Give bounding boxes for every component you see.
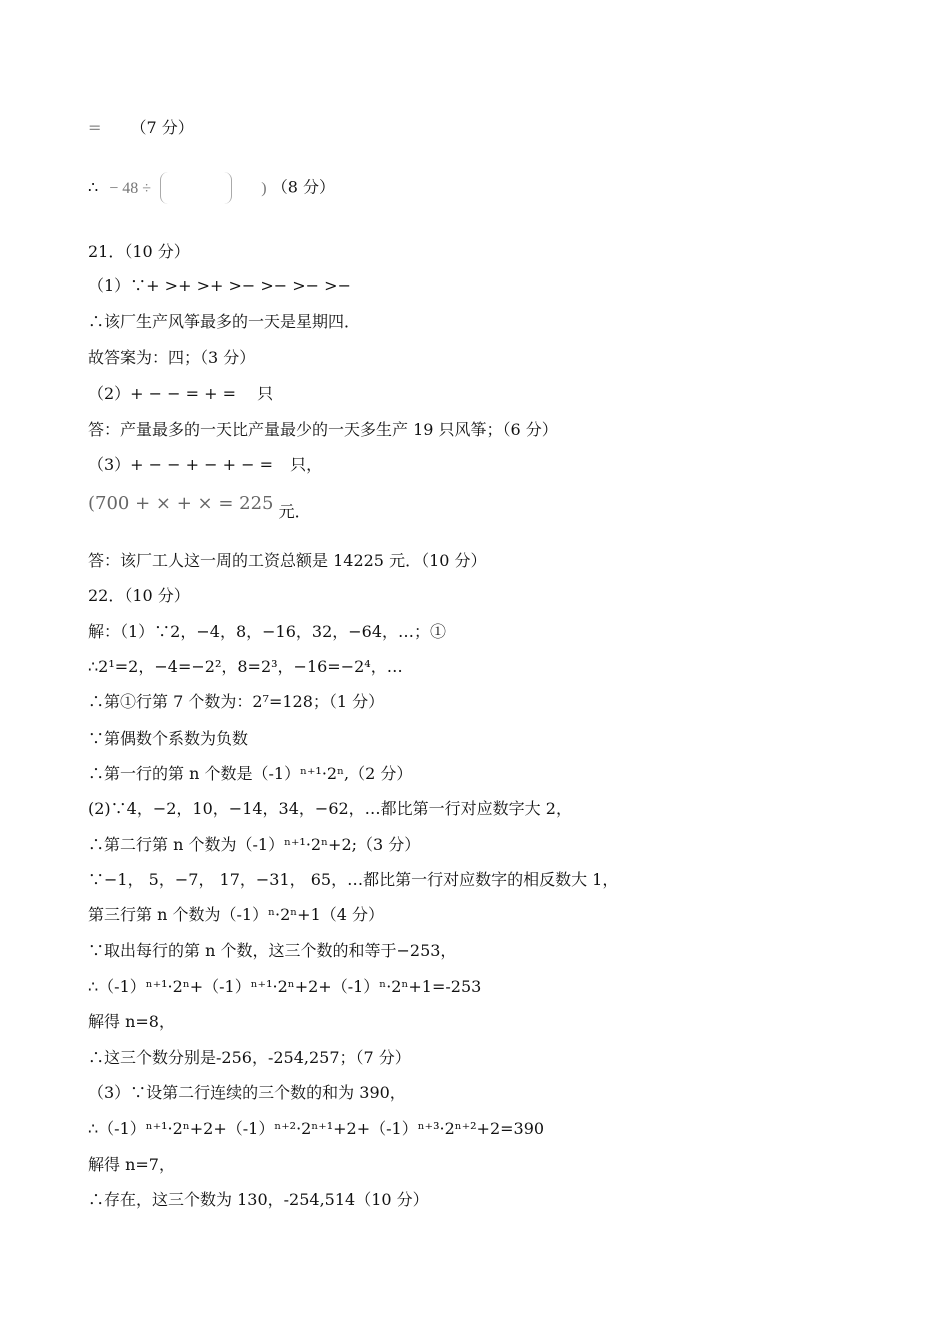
q22-line-4: ∵第偶数个系数为负数 [88, 729, 249, 748]
q21-part3 [88, 455, 322, 475]
q22-line-15: ∴（-1）ⁿ⁺¹·2ⁿ+2+（-1）ⁿ⁺²·2ⁿ⁺¹+2+（-1）ⁿ⁺³·2ⁿ⁺²+2=390 [88, 1119, 545, 1138]
score-7: （7 分） [130, 118, 194, 137]
q22-line-2: ∴2¹=2，−4=−2²，8=2³，−16=−2⁴，… [88, 657, 403, 676]
fraction-expression: − 48 ÷ [109, 179, 152, 197]
q21-part3-unit: 只， [290, 455, 323, 474]
line-therefore-8: ∴ − 48 ÷ ) （8 分） [88, 172, 335, 204]
q21-part3-calc-unit: 元． [278, 502, 311, 521]
q21-part1: （1）∵+ >+ >+ >− >− >− >− [88, 276, 351, 295]
q22-line-8: ∵−1， 5，−7， 17，−31， 65，…都比第一行对应数字的相反数大 1， [88, 870, 619, 889]
q22-heading: 22．（10 分） [88, 586, 190, 605]
q21-part3-expr: （3）+ − − + − + − = [88, 455, 274, 474]
q21-part2-expr: （2）+ − − = + = [88, 384, 237, 403]
q22-line-3: ∴第①行第 7 个数为：2⁷=128；（1 分） [88, 692, 385, 711]
bracket-expression [160, 172, 232, 204]
q21-part3-answer: 答：该厂工人这一周的工资总额是 14225 元．（10 分） [88, 551, 487, 570]
q21-part2 [88, 384, 273, 404]
q22-line-12: 解得 n=8， [88, 1012, 175, 1031]
q22-line-9: 第三行第 n 个数为（-1）ⁿ·2ⁿ+1（4 分） [88, 905, 385, 924]
q22-line-6: (2)∵4，−2，10，−14，34，−62，…都比第一行对应数字大 2， [88, 799, 572, 818]
q22-line-11: ∴（-1）ⁿ⁺¹·2ⁿ+（-1）ⁿ⁺¹·2ⁿ+2+（-1）ⁿ·2ⁿ+1=-253 [88, 977, 482, 996]
q21-part1-conclusion: ∴该厂生产风筝最多的一天是星期四． [88, 312, 361, 331]
q22-line-16: 解得 n=7， [88, 1155, 175, 1174]
q21-part1-answer: 故答案为：四；（3 分） [88, 348, 256, 367]
q22-line-13: ∴这三个数分别是-256，-254,257；（7 分） [88, 1048, 411, 1067]
q22-line-14: （3）∵设第二行连续的三个数的和为 390， [88, 1083, 406, 1102]
q22-line-1: 解：（1）∵2，−4，8，−16，32，−64，…；① [88, 622, 447, 641]
q21-part3-calc [88, 494, 311, 522]
line-eq-7 [88, 118, 194, 138]
q21-part2-unit: 只 [257, 384, 274, 403]
q21-part2-answer: 答：产量最多的一天比产量最少的一天多生产 19 只风筝；（6 分） [88, 420, 558, 439]
therefore-symbol: ∴ [88, 177, 99, 197]
q21-heading: 21．（10 分） [88, 242, 190, 261]
q21-part3-calc-expr: (700 + × + × = 225 [88, 493, 274, 514]
q22-line-17: ∴存在，这三个数为 130，-254,514（10 分） [88, 1190, 429, 1209]
q22-line-10: ∵取出每行的第 n 个数，这三个数的和等于−253， [88, 941, 457, 960]
q22-line-7: ∴第二行第 n 个数为（-1）ⁿ⁺¹·2ⁿ+2;（3 分） [88, 835, 421, 854]
score-8: （8 分） [271, 177, 335, 197]
equals-sign: = [88, 118, 102, 137]
q22-line-5: ∴第一行的第 n 个数是（-1）ⁿ⁺¹·2ⁿ,（2 分） [88, 764, 413, 783]
